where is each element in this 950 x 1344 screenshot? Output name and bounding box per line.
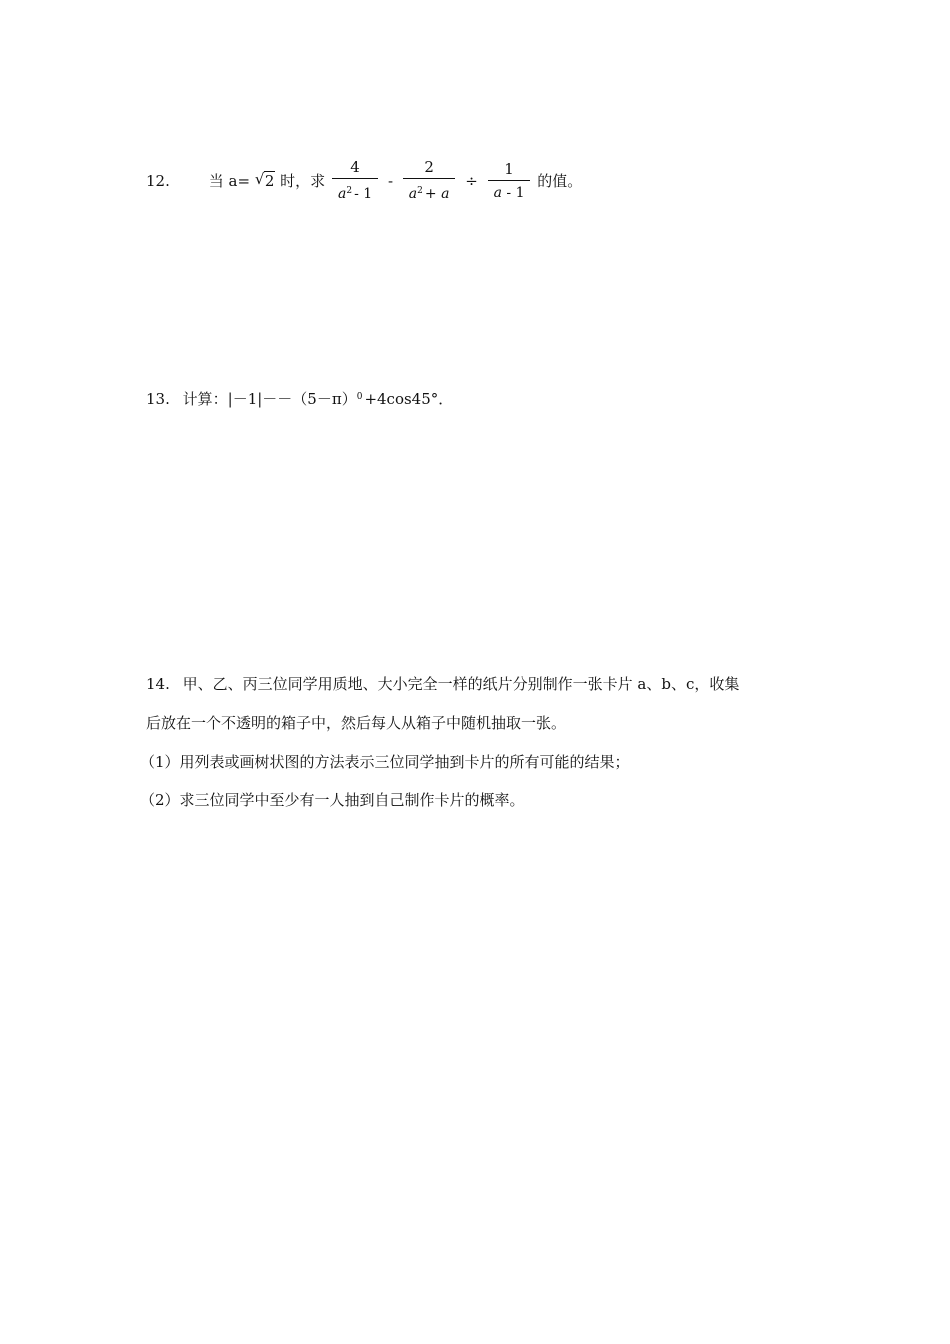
question-13-tail: +4cos45°．: [364, 390, 454, 408]
fraction-3-denominator: a - 1: [493, 184, 525, 201]
divide-operator: ÷: [465, 171, 478, 190]
question-14-text-line-1: 甲、乙、丙三位同学用质地、大小完全一样的纸片分别制作一张卡片 a、b、c，收集: [182, 675, 740, 693]
fraction-1-numerator: 4: [332, 158, 378, 179]
question-14-number: 14.: [146, 675, 170, 693]
minus-operator: -: [387, 171, 394, 190]
question-13-exponent: 0: [356, 392, 363, 402]
question-13: [146, 388, 453, 409]
question-12-number: 12.: [146, 171, 170, 190]
question-14-line-1: [146, 673, 739, 694]
question-14-line-2: 后放在一个不透明的箱子中，然后每人从箱子中随机抽取一张。: [146, 714, 567, 732]
fraction-2-numerator: 2: [403, 158, 456, 179]
question-12-tail: 的值。: [537, 172, 583, 190]
question-14-part-1: （1）用列表或画树状图的方法表示三位同学抽到卡片的所有可能的结果；: [140, 753, 630, 771]
question-13-text: 计算：|－1|－－（5－π）: [182, 390, 357, 408]
question-13-number: 13.: [146, 390, 170, 408]
sqrt-expression: [254, 169, 276, 190]
fraction-2: [403, 158, 456, 203]
fraction-3-numerator: 1: [488, 160, 531, 181]
fraction-3: [488, 160, 531, 202]
question-12: [146, 158, 582, 203]
sqrt-radicand: 2: [264, 171, 275, 190]
radical-sign-icon: √: [254, 169, 265, 188]
question-14-part-2: （2）求三位同学中至少有一人抽到自己制作卡片的概率。: [140, 791, 525, 809]
fraction-2-denominator: $a^2 + a$: [408, 186, 450, 202]
question-12-lead: 当 a=: [208, 172, 251, 190]
fraction-1-denominator: $a^2 - 1$: [337, 186, 373, 202]
fraction-1: [332, 158, 378, 203]
question-12-mid: 时，求: [280, 172, 326, 190]
